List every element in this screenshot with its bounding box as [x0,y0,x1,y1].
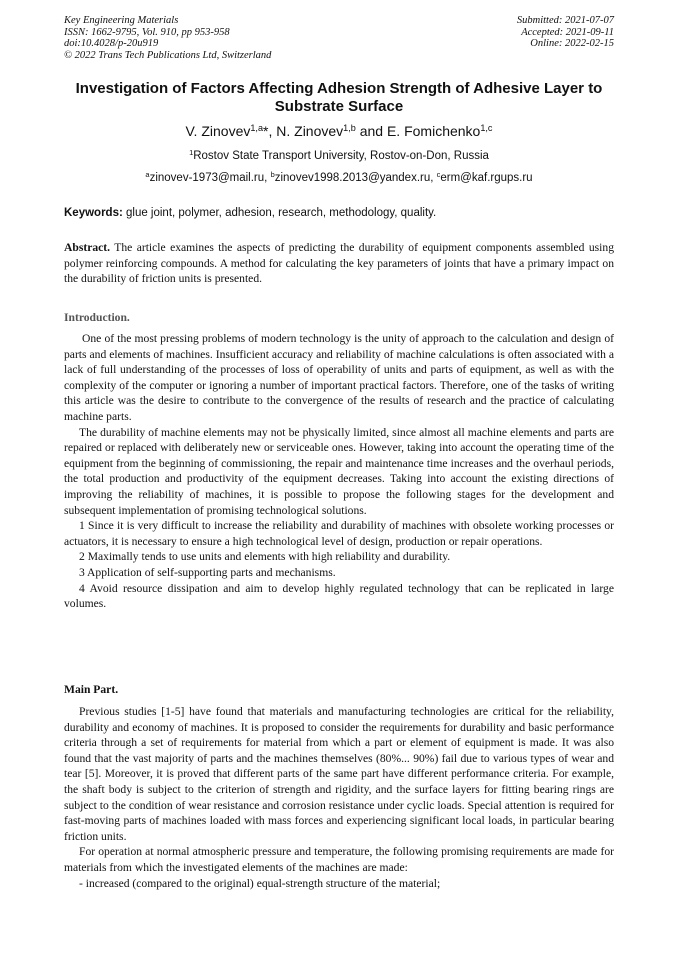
author-emails [64,169,614,184]
author-1-sup: 1,a [250,123,264,133]
author-1-star: *, [263,123,277,139]
paper-title: Investigation of Factors Affecting Adhesion Strength of Adhesive Layer to Substrate Surface [75,80,603,115]
intro-list-item: 4 Avoid resource dissipation and aim to develop highly regulated technology that can be replicated in large volumes. [64,581,614,611]
keywords-label: Keywords: [64,207,123,219]
email-a[interactable]: zinovev-1973@mail.ru, [149,172,271,184]
journal-header-right [517,15,614,50]
affiliation [64,147,614,162]
main-paragraph: For operation at normal atmospheric pressure and temperature, the following promising requirements are made for materials from which the investigated elements of the machines are made: [64,845,614,874]
doi-line: doi:10.4028/p-20u919 [64,38,159,49]
main-list-item: - increased (compared to the original) equal-strength structure of the material; [79,876,441,890]
keywords [64,207,614,219]
issn-line: ISSN: 1662-9795, Vol. 910, pp 953-958 [64,26,230,38]
accepted-date: Accepted: 2021-09-11 [521,26,614,38]
main-part-heading [64,682,614,698]
abstract-label: Abstract. [64,241,111,254]
main-part-heading-text: Main Part. [64,683,119,696]
abstract-text: The article examines the aspects of predicting the durability of equipment components assembled using polymer reinforcing compounds. A method for calculating the key parameters of joints that have a primary impact on the durability of friction units is presented. [64,241,614,286]
main-paragraph: Previous studies [1-5] have found that materials and manufacturing technologies are critical for the reliability, durability and economy of machines. It is proposed to consider the requirements for durability and basic performance criteria through a set of requirements for material from which a part or element of equipment is made. It was also found that the vast majority of parts and the machines themselves (80%... 90%) fail due to various types of wear and tear [5]. Moreover, it is proved that different parts of the same part have different performance criteria. For example, the shaft body is subject to the criterion of strength and rigidity, and the surface layers for fitting bearing rings are subject to the condition of wear resistance and corrosion resistance under cyclic loads. Special attention is required for fast-moving parts of machines loaded with mass forces and experiencing significant local loads, in particular bearing friction units. [64,705,614,843]
keywords-text: glue joint, polymer, adhesion, research, methodology, quality. [122,207,437,219]
journal-header-left [64,15,271,61]
main-part-body [64,704,614,891]
copyright-line: © 2022 Trans Tech Publications Ltd, Switzerland [64,49,272,61]
online-date: Online: 2022-02-15 [530,38,614,49]
intro-paragraph: The durability of machine elements may not be physically limited, since almost all machine elements and parts are repaired or replaced with deliberately new or serviceable ones. However, taking into account the operating time of the equipment from the beginning of commissioning, the repair and maintenance time increases and the overhaul periods, the total production and productivity of the equipment decreases. Taking into account the existing directions of improving the reliability of machines, it is possible to propose the following stages for the development and subsequent implementation of promising technological solutions. [64,425,614,517]
email-c-sup: c [436,169,441,179]
author-1-name: V. Zinovev [185,123,251,139]
intro-list-item: 2 Maximally tends to use units and elements with high reliability and durability. [79,550,451,564]
journal-name: Key Engineering Materials [64,15,179,26]
affiliation-text: Rostov State Transport University, Rostov-on-Don, Russia [193,150,489,162]
intro-paragraph: One of the most pressing problems of modern technology is the unity of approach to the calculation and design of parts and elements of machines. Insufficient accuracy and reliability of machine calculations is often associated with a lack of full understanding of the processes of loss of operability of units and parts of equipment, as well as with the complexity of the computer or ignoring a number of important practical factors. Therefore, one of the tasks of writing this article was the desire to contribute to the convergence of the results of research and the practice of calculating machine parts. [64,332,614,423]
introduction-body [64,331,614,612]
author-list [64,123,614,139]
intro-list-item: 1 Since it is very difficult to increase the reliability and durability of machines with obsolete working processes or actuators, it is necessary to ensure a high technological level of design, production or repair operations. [64,519,614,548]
email-b[interactable]: zinovev1998.2013@yandex.ru, [274,172,437,184]
intro-list-item: 3 Application of self-supporting parts and mechanisms. [79,565,336,579]
introduction-heading-text: Introduction. [64,311,130,324]
author-3-name: E. Fomichenko [386,123,481,139]
submitted-date: Submitted: 2021-07-07 [516,15,614,26]
affiliation-sup: 1 [189,147,194,157]
email-a-sup: a [145,169,150,179]
author-2-sup: 1,b [343,123,356,133]
introduction-heading [64,310,614,326]
abstract [64,240,614,287]
author-2-name: N. Zinovev [276,123,344,139]
email-b-sup: b [270,169,275,179]
email-c[interactable]: erm@kaf.rgups.ru [440,172,533,184]
author-and: and [355,123,387,139]
author-3-sup: 1,c [480,123,493,133]
